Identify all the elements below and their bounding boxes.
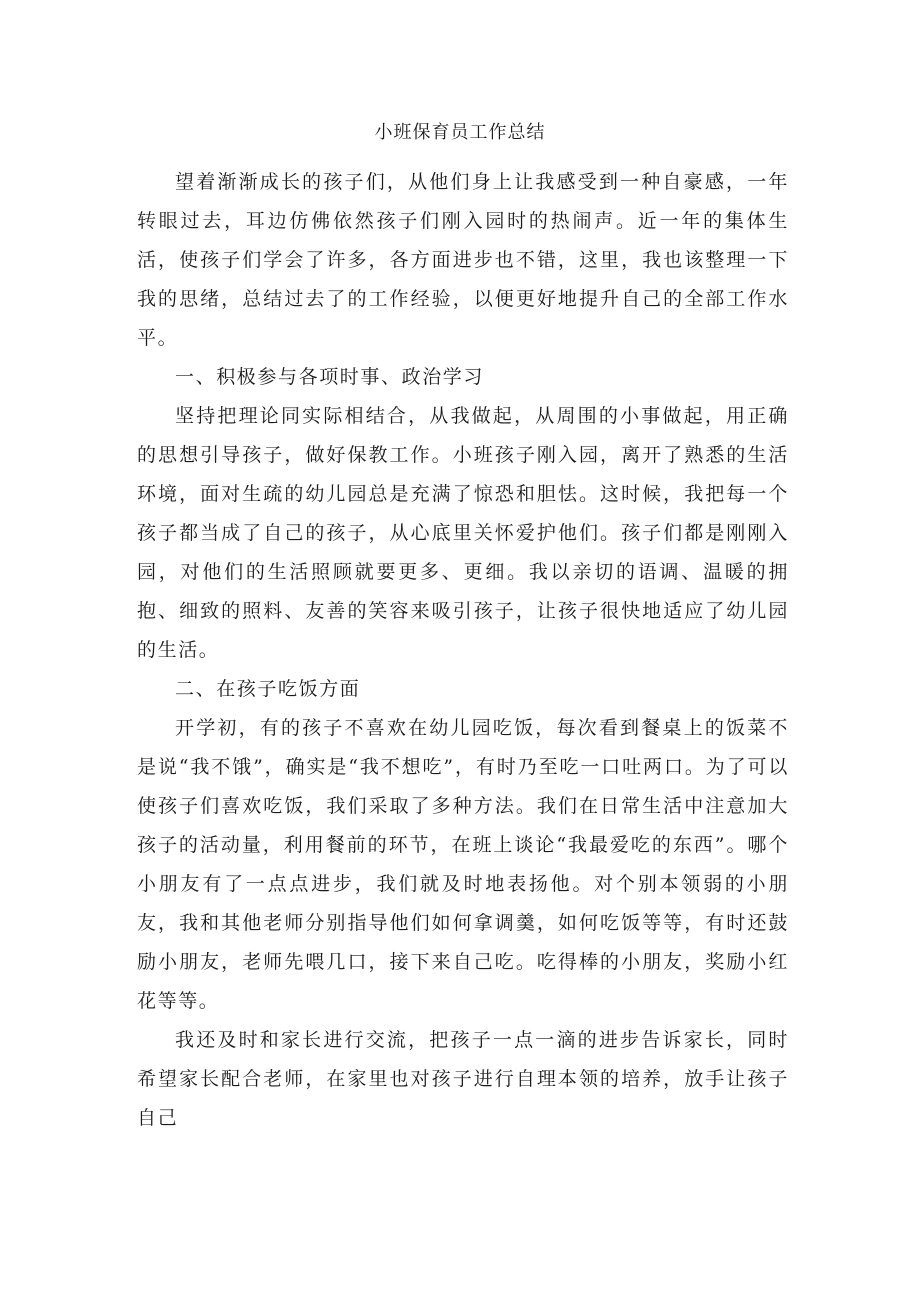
paragraph-section-2-continued: 我还及时和家长进行交流，把孩子一点一滴的进步告诉家长，同时希望家长配合老师，在家里也对孩子进行自理本领的培养，放手让孩子自己 [137, 1029, 789, 1129]
section-heading-2: 二、在孩子吃饭方面 [175, 678, 361, 700]
paragraph-section-2: 开学初，有的孩子不喜欢在幼儿园吃饭，每次看到餐桌上的饭菜不是说“我不饿”，确实是“我不想吃”，有时乃至吃一口吐两口。为了可以使孩子们喜欢吃饭，我们采取了多种方法。我们在日常生活中注意加大孩子的活动量，利用餐前的环节，在班上谈论“我最爱吃的东西”。哪个小朋友有了一点点进步，我们就及时地表扬他。对个别本领弱的小朋友，我和其他老师分别指导他们如何拿调羹，如何吃饭等等，有时还鼓励小朋友，老师先喂几口，接下来自己吃。吃得棒的小朋友，奖励小红花等等。 [137, 717, 789, 1012]
paragraph-intro: 望着渐渐成长的孩子们，从他们身上让我感受到一种自豪感，一年转眼过去，耳边仿佛依然孩子们刚入园时的热闹声。近一年的集体生活，使孩子们学会了许多，各方面进步也不错，这里，我也该整理一下我的思绪，总结过去了的工作经验，以便更好地提升自己的全部工作水平。 [137, 171, 789, 349]
paragraph-section-1: 坚持把理论同实际相结合，从我做起，从周围的小事做起，用正确的思想引导孩子，做好保教工作。小班孩子刚入园，离开了熟悉的生活环境，面对生疏的幼儿园总是充满了惊恐和胆怯。这时候，我把每一个孩子都当成了自己的孩子，从心底里关怀爱护他们。孩子们都是刚刚入园，对他们的生活照顾就要更多、更细。我以亲切的语调、温暖的拥抱、细致的照料、友善的笑容来吸引孩子，让孩子很快地适应了幼儿园的生活。 [137, 405, 789, 661]
section-heading-1: 一、积极参与各项时事、政治学习 [175, 366, 485, 388]
document-body [137, 163, 789, 1138]
document-title: 小班保育员工作总结 [374, 122, 546, 143]
